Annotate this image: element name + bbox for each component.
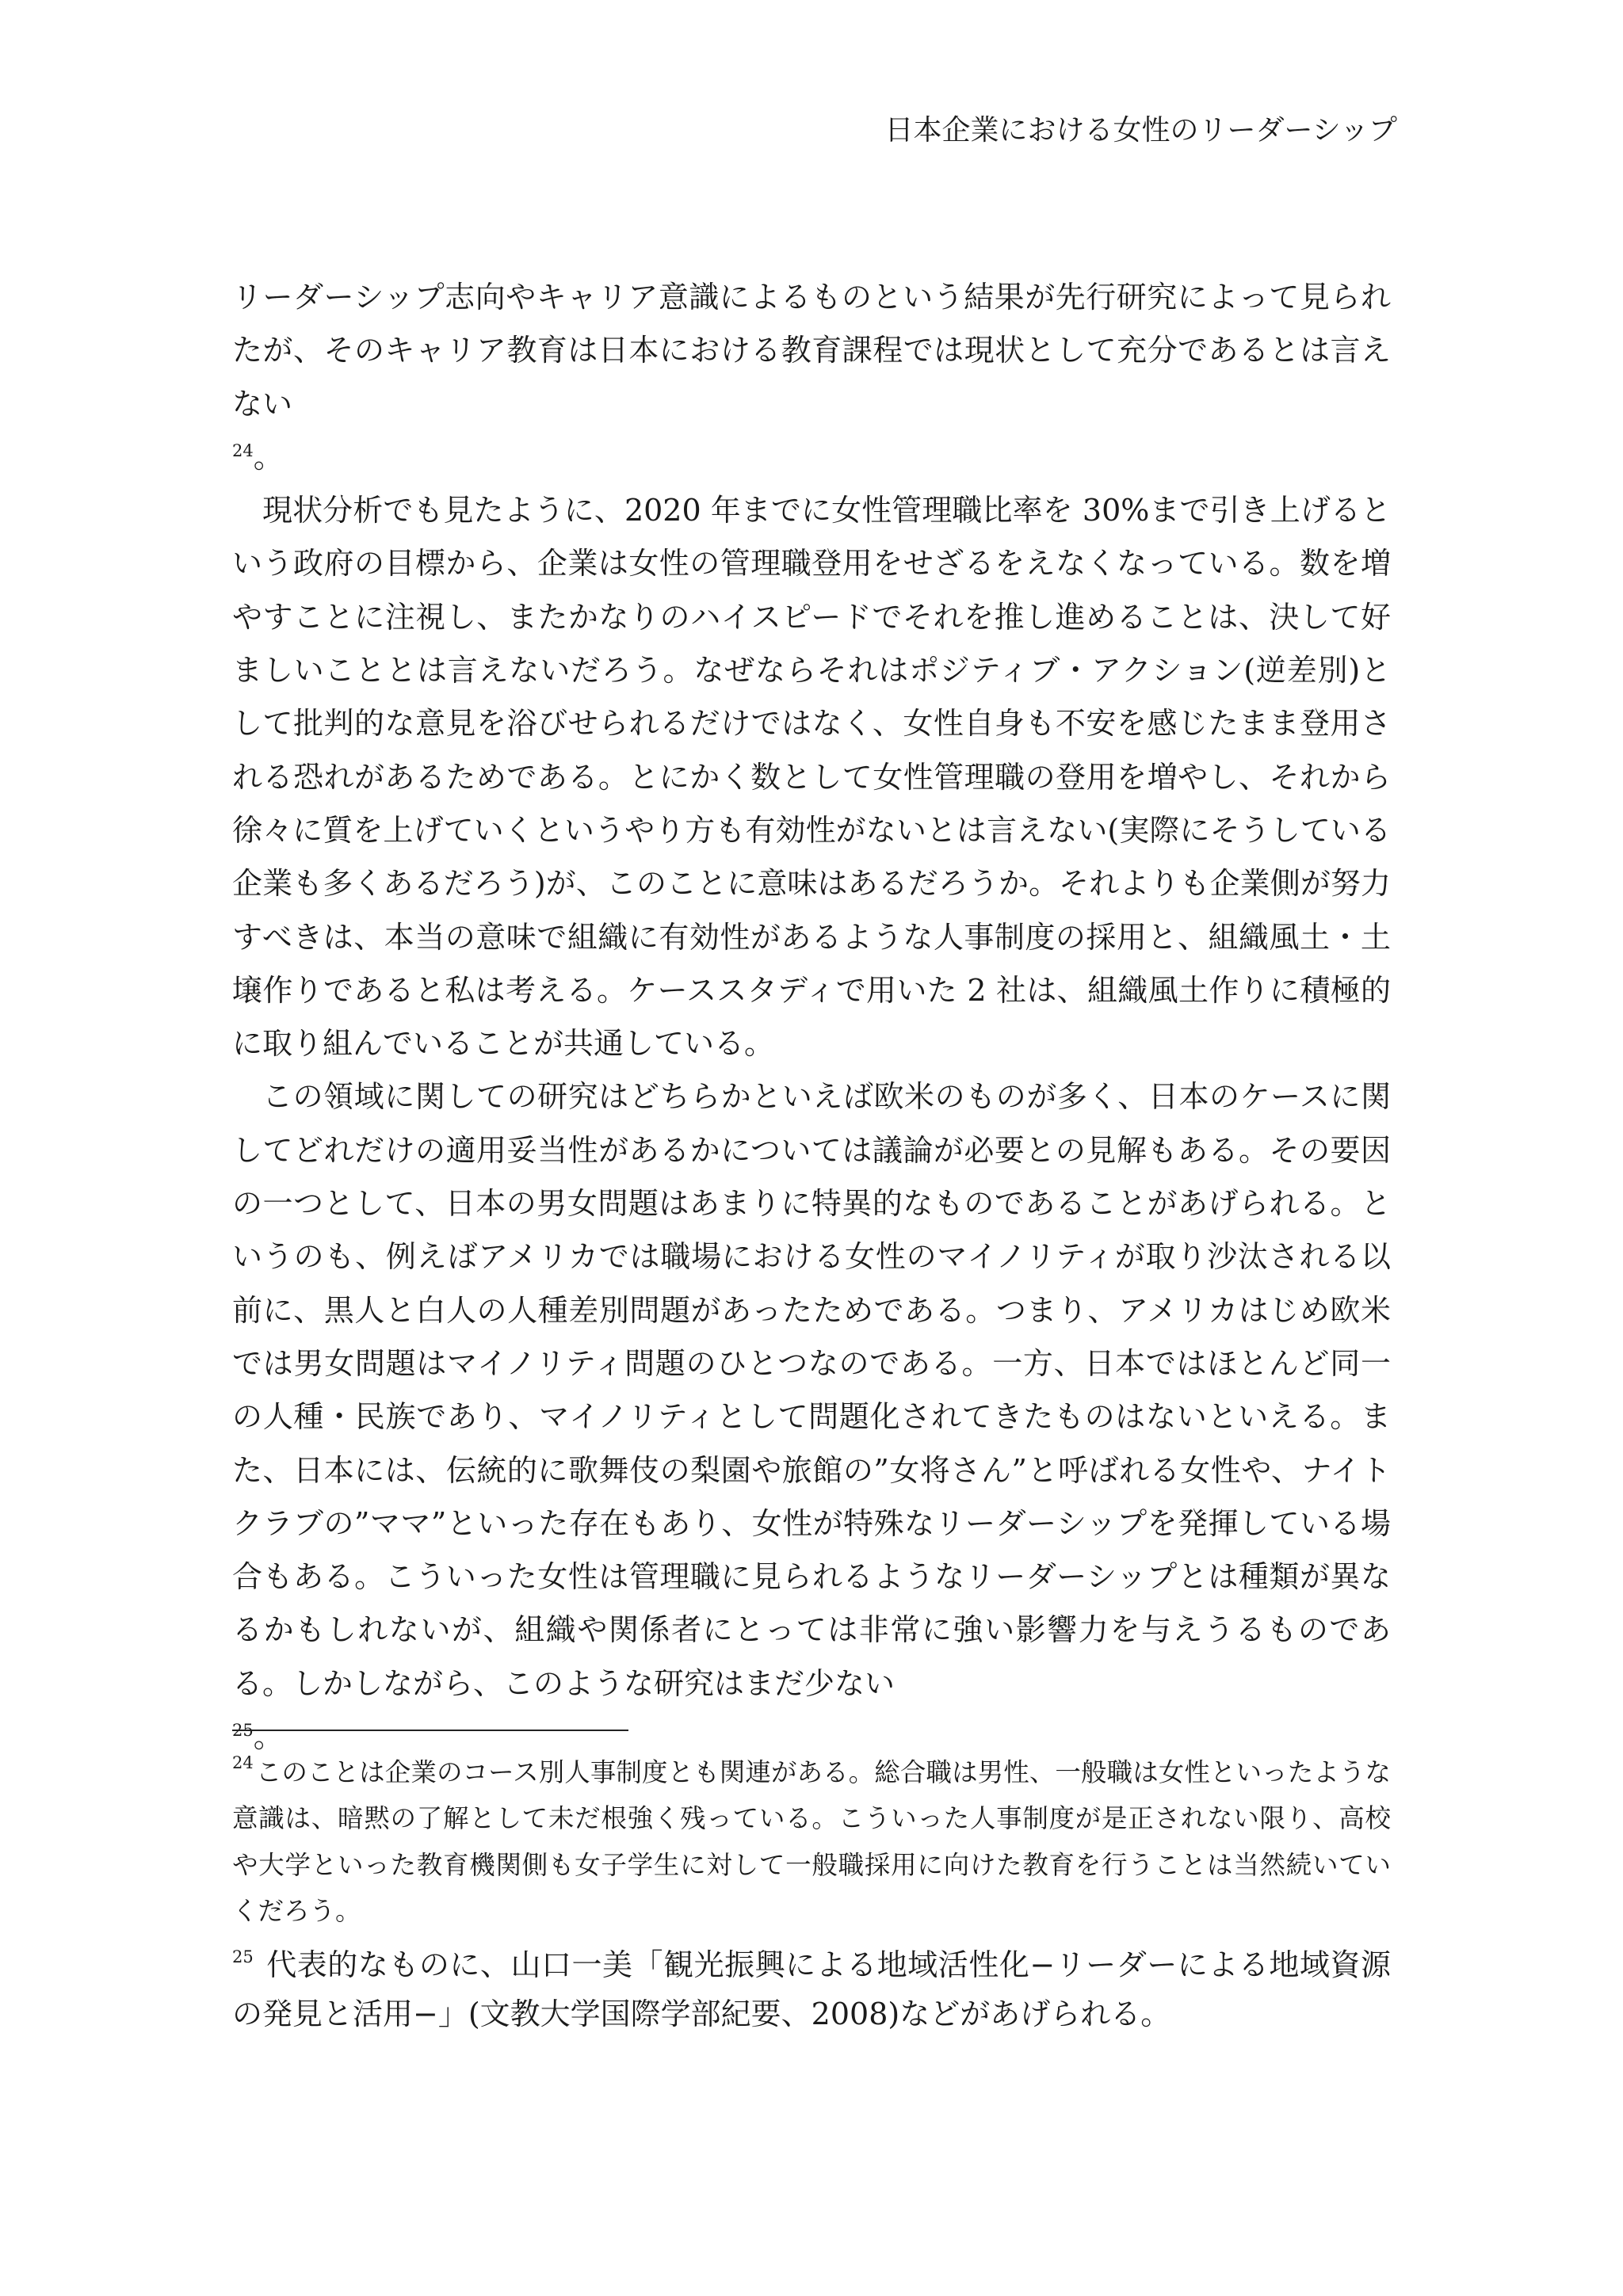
paragraph-3-text: この領域に関しての研究はどちらかといえば欧米のものが多く、日本のケースに関してどれだけの適用妥当性があるかについては議論が必要との見解もある。その要因の一つとして、日本の男女問題はあまりに特異的なものであることがあげられる。というのも、例えばアメリカでは職場における女性のマイノリティが取り沙汰される以前に、黒人と白人の人種差別問題があったためである。つまり、アメリカはじめ欧米では男女問題はマイノリティ問題のひとつなのである。一方、日本ではほとんど同一の人種・民族であり、マイノリティとして問題化されてきたものはないといえる。また、日本には、伝統的に歌舞伎の梨園や旅館の”女将さん”と呼ばれる女性や、ナイトクラブの”ママ”といった存在もあり、女性が特殊なリーダーシップを発揮している場合もある。こういった女性は管理職に見られるようなリーダーシップとは種類が異なるかもしれないが、組織や関係者にとっては非常に強い影響力を与えうるものである。しかしながら、このような研究はまだ少ない xyxy=(232,1079,1391,1701)
paragraph-3 xyxy=(232,1070,1391,1764)
footnote-25-text: 代表的なものに、山口一美「観光振興による地域活性化−リーダーによる地域資源の発見と活用−」(文教大学国際学部紀要、2008)などがあげられる。 xyxy=(232,1947,1391,2032)
footnote-24 xyxy=(232,1749,1391,1934)
main-text xyxy=(232,271,1391,1764)
footnote-24-number: 24 xyxy=(232,1753,254,1772)
paragraph-1-text: リーダーシップ志向やキャリア意識によるものという結果が先行研究によって見られたが、そのキャリア教育は日本における教育課程では現状として充分であるとは言えない xyxy=(232,280,1391,421)
paragraph-2: 現状分析でも見たように、2020 年までに女性管理職比率を 30%まで引き上げるという政府の目標から、企業は女性の管理職登用をせざるをえなくなっている。数を増やすことに注視し、またかなりのハイスピードでそれを推し進めることは、決して好ましいこととは言えないだろう。なぜならそれはポジティブ・アクション(逆差別)として批判的な意見を浴びせられるだけではなく、女性自身も不安を感じたまま登用される恐れがあるためである。とにかく数として女性管理職の登用を増やし、それから徐々に質を上げていくというやり方も有効性がないとは言えない(実際にそうしている企業も多くあるだろう)が、このことに意味はあるだろうか。それよりも企業側が努力すべきは、本当の意味で組織に有効性があるような人事制度の採用と、組織風土・土壌作りであると私は考える。ケーススタディで用いた 2 社は、組織風土作りに積極的に取り組んでいることが共通している。 xyxy=(232,493,1391,1062)
footnote-24-text: このことは企業のコース別人事制度とも関連がある。総合職は男性、一般職は女性といったような意識は、暗黙の了解として未だ根強く残っている。こういった人事制度が是正されない限り、高校や大学といった教育機関側も女子学生に対して一般職採用に向けた教育を行うことは当然続いていくだろう。 xyxy=(232,1757,1391,1926)
paragraph-1-end: 。 xyxy=(253,439,284,475)
footnote-separator xyxy=(232,1730,628,1731)
running-header: 日本企業における女性のリーダーシップ xyxy=(884,114,1397,147)
footnotes xyxy=(232,1749,1391,2039)
paragraph-3-end: 。 xyxy=(253,1719,284,1755)
footnote-25-number: 25 xyxy=(232,1947,254,1967)
footnote-ref-24: 24 xyxy=(232,441,254,460)
footnote-25 xyxy=(232,1940,1391,2039)
footnote-ref-25: 25 xyxy=(232,1721,254,1741)
paragraph-1 xyxy=(232,271,1391,484)
